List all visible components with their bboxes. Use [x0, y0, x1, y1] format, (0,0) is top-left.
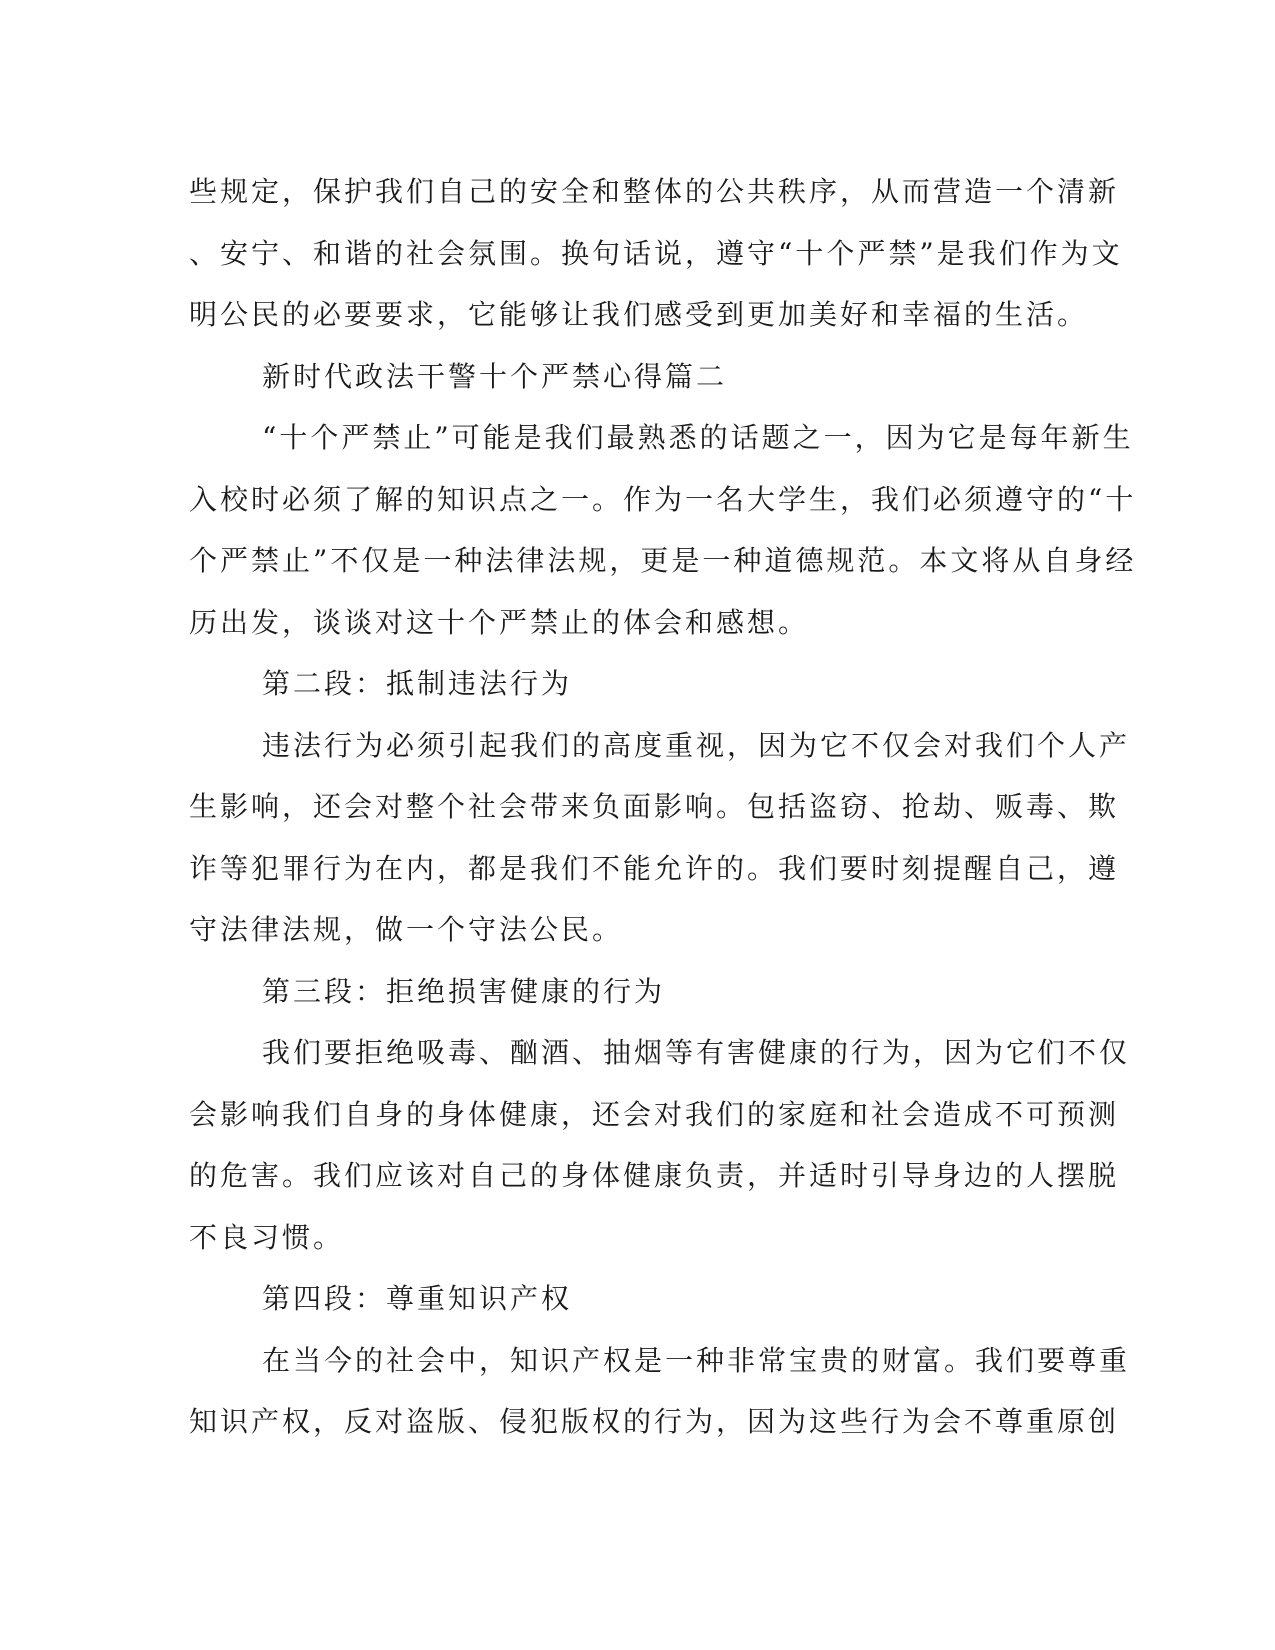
text-line: 明公民的必要要求，它能够让我们感受到更加美好和幸福的生活。 — [189, 298, 1089, 331]
section-heading: 第二段：抵制违法行为 — [262, 667, 573, 700]
text-line: 、安宁、和谐的社会氛围。换句话说，遵守“十个严禁”是我们作为文 — [189, 236, 1123, 270]
section-heading: 第四段：尊重知识产权 — [262, 1282, 573, 1315]
text-line: 知识产权，反对盗版、侵犯版权的行为，因为这些行为会不尊重原创 — [189, 1405, 1120, 1438]
text-line: 违法行为必须引起我们的高度重视，因为它不仅会对我们个人产 — [262, 728, 1131, 762]
text-line: 历出发，谈谈对这十个严禁止的体会和感想。 — [189, 605, 810, 639]
text-line: 我们要拒绝吸毒、酗酒、抽烟等有害健康的行为，因为它们不仅 — [262, 1036, 1131, 1069]
text-line: 入校时必须了解的知识点之一。作为一名大学生，我们必须遵守的“十 — [189, 482, 1137, 516]
document-body — [189, 161, 1137, 1453]
text-line: 的危害。我们应该对自己的身体健康负责，并适时引导身边的人摆脱 — [189, 1159, 1120, 1192]
section-heading: 新时代政法干警十个严禁心得篇二 — [262, 359, 728, 393]
section-heading: 第三段：拒绝损害健康的行为 — [262, 974, 666, 1008]
text-line: 些规定，保护我们自己的安全和整体的公共秩序，从而营造一个清新 — [189, 175, 1120, 208]
text-line: 个严禁止”不仅是一种法律法规，更是一种道德规范。本文将从自身经 — [189, 544, 1137, 577]
text-line: “十个严禁止”可能是我们最熟悉的话题之一，因为它是每年新生 — [262, 421, 1134, 454]
text-line: 在当今的社会中，知识产权是一种非常宝贵的财富。我们要尊重 — [262, 1343, 1131, 1377]
text-line: 生影响，还会对整个社会带来负面影响。包括盗窃、抢劫、贩毒、欺 — [189, 790, 1120, 823]
text-line: 会影响我们自身的身体健康，还会对我们的家庭和社会造成不可预测 — [189, 1097, 1120, 1131]
text-line: 诈等犯罪行为在内，都是我们不能允许的。我们要时刻提醒自己，遵 — [189, 851, 1120, 885]
text-line: 不良习惯。 — [189, 1220, 345, 1254]
text-line: 守法律法规，做一个守法公民。 — [189, 913, 624, 946]
